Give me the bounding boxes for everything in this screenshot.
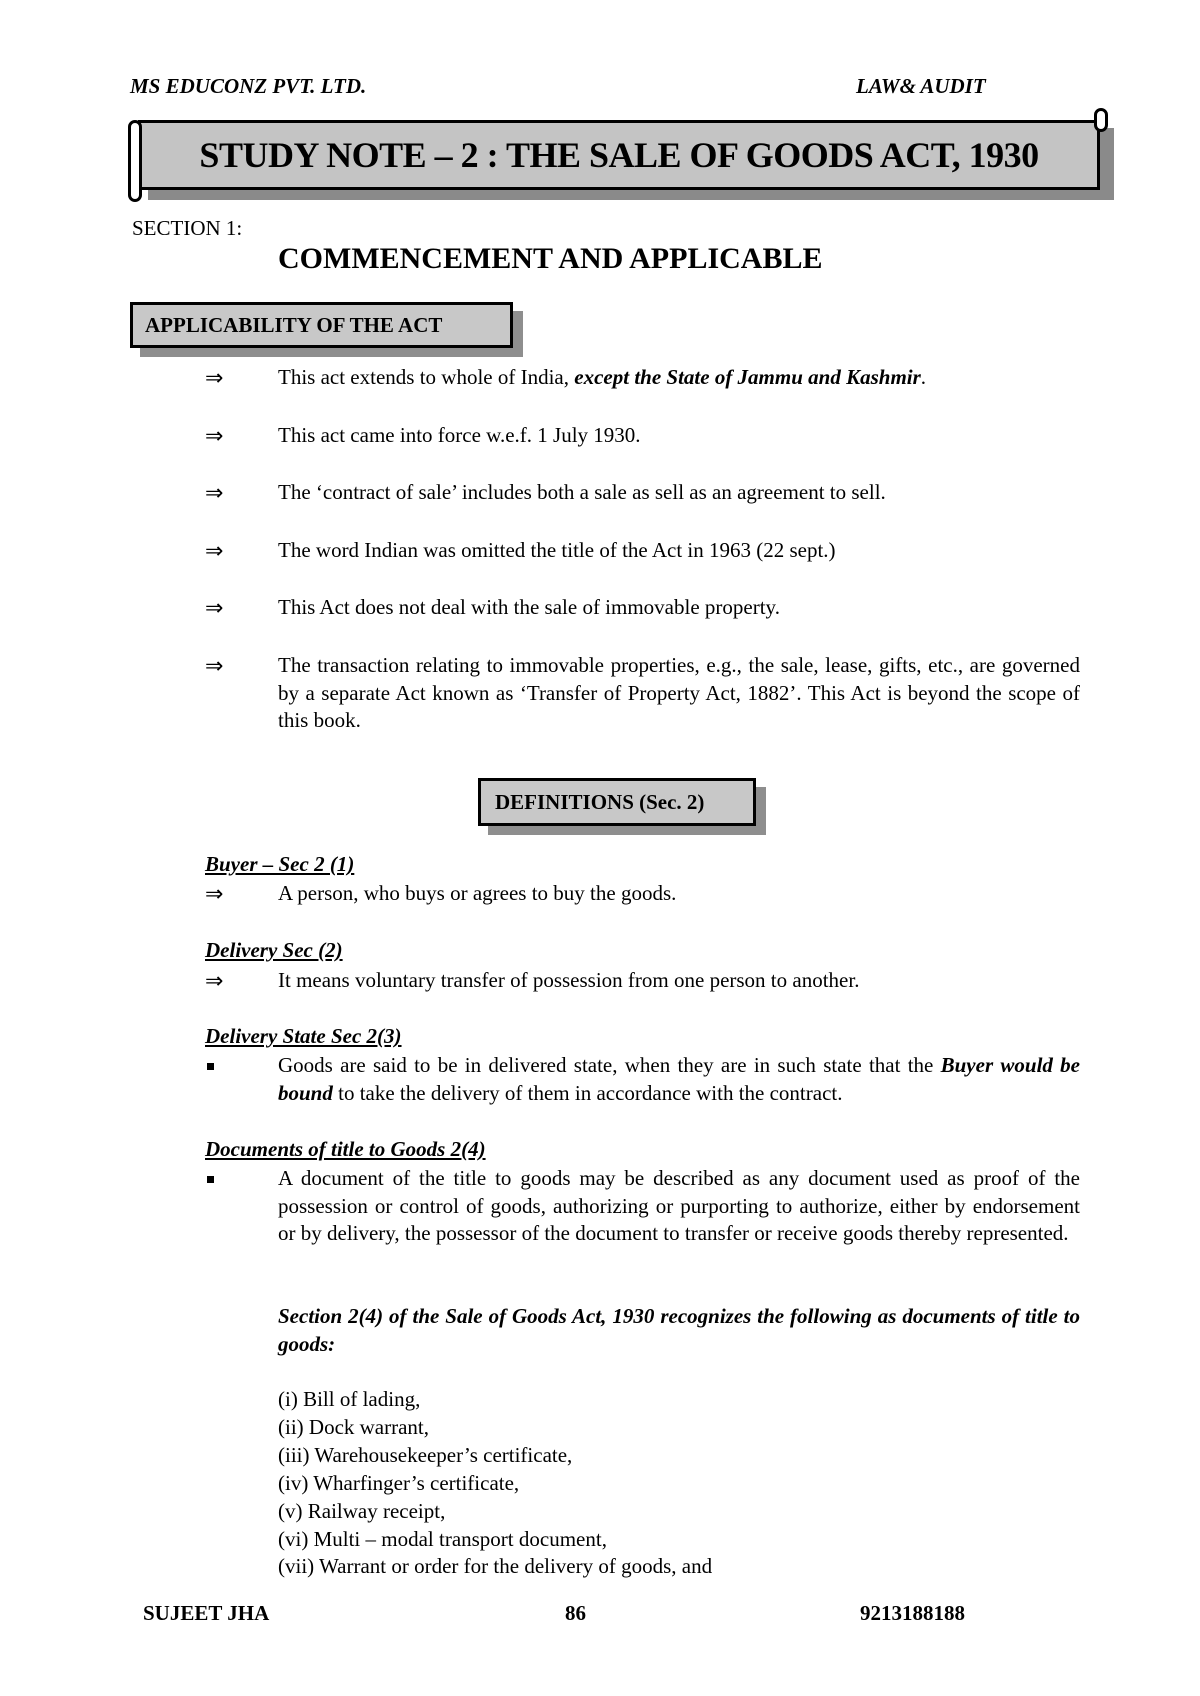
arrow-icon: ⇒: [205, 654, 224, 679]
documents-heading: Documents of title to Goods 2(4): [205, 1137, 486, 1161]
applicability-item: This Act does not deal with the sale of immovable property.: [278, 595, 780, 619]
arrow-icon: ⇒: [205, 481, 224, 506]
documents-list-item: (vii) Warrant or order for the delivery of goods, and: [278, 1554, 713, 1578]
applicability-item: This act extends to whole of India, except the State of Jammu and Kashmir.: [278, 365, 927, 389]
documents-list-item: (vi) Multi – modal transport document,: [278, 1527, 607, 1551]
documents-list-item: (iii) Warehousekeeper’s certificate,: [278, 1443, 573, 1467]
page-title: STUDY NOTE – 2 : THE SALE OF GOODS ACT, 1930: [199, 135, 1039, 175]
arrow-icon: ⇒: [205, 969, 224, 994]
applicability-item: The ‘contract of sale’ includes both a sale as sell as an agreement to sell.: [278, 480, 886, 504]
applicability-heading-box: [130, 302, 513, 348]
documents-list-item: (v) Railway receipt,: [278, 1499, 446, 1523]
square-bullet-icon: [207, 1063, 214, 1070]
applicability-item: The transaction relating to immovable properties, e.g., the sale, lease, gifts, etc., are governed by a separate Act known as ‘Transfer of Property Act, 1882’. This Act is beyond the scope of this book.: [278, 653, 1080, 732]
scroll-curl-right: [1094, 108, 1108, 132]
documents-list-item: (i) Bill of lading,: [278, 1387, 421, 1411]
square-bullet-icon: [207, 1176, 214, 1183]
arrow-icon: ⇒: [205, 596, 224, 621]
applicability-heading: APPLICABILITY OF THE ACT: [145, 312, 443, 337]
applicability-item: The word Indian was omitted the title of the Act in 1963 (22 sept.): [278, 538, 836, 562]
delivery-state-heading: Delivery State Sec 2(3): [205, 1024, 402, 1048]
documents-text: A document of the title to goods may be described as any document used as proof of the possession or control of goods, authorizing or purporting to authorize, either by endorsement or by delivery, the possessor of the document to transfer or receive goods thereby represented.: [278, 1166, 1080, 1245]
buyer-text: A person, who buys or agrees to buy the goods.: [278, 881, 677, 905]
footer-phone: 9213188188: [860, 1601, 965, 1625]
section-title: COMMENCEMENT AND APPLICABLE: [278, 242, 823, 275]
delivery-state-text: Goods are said to be in delivered state, when they are in such state that the Buyer would be bound to take the delivery of them in accordance with the contract.: [278, 1053, 1080, 1105]
documents-list-item: (ii) Dock warrant,: [278, 1415, 430, 1439]
definitions-heading: DEFINITIONS (Sec. 2): [495, 789, 705, 814]
delivery-heading: Delivery Sec (2): [205, 938, 343, 962]
footer-author: SUJEET JHA: [143, 1601, 270, 1625]
documents-list-item: (iv) Wharfinger’s certificate,: [278, 1471, 520, 1495]
section-label: SECTION 1:: [132, 216, 243, 240]
arrow-icon: ⇒: [205, 424, 224, 449]
header-publisher: MS EDUCONZ PVT. LTD.: [130, 74, 367, 98]
title-banner: [138, 120, 1100, 190]
definitions-heading-box: [478, 778, 756, 826]
header-subject: LAW& AUDIT: [856, 74, 986, 98]
buyer-heading: Buyer – Sec 2 (1): [205, 852, 355, 876]
page-number: 86: [565, 1601, 586, 1625]
delivery-text: It means voluntary transfer of possession from one person to another.: [278, 968, 860, 992]
arrow-icon: ⇒: [205, 539, 224, 564]
scroll-curl-left: [128, 120, 142, 202]
applicability-item: This act came into force w.e.f. 1 July 1930.: [278, 423, 641, 447]
arrow-icon: ⇒: [205, 882, 224, 907]
arrow-icon: ⇒: [205, 366, 224, 391]
documents-recognizes: Section 2(4) of the Sale of Goods Act, 1930 recognizes the following as documents of title to goods:: [278, 1304, 1080, 1356]
